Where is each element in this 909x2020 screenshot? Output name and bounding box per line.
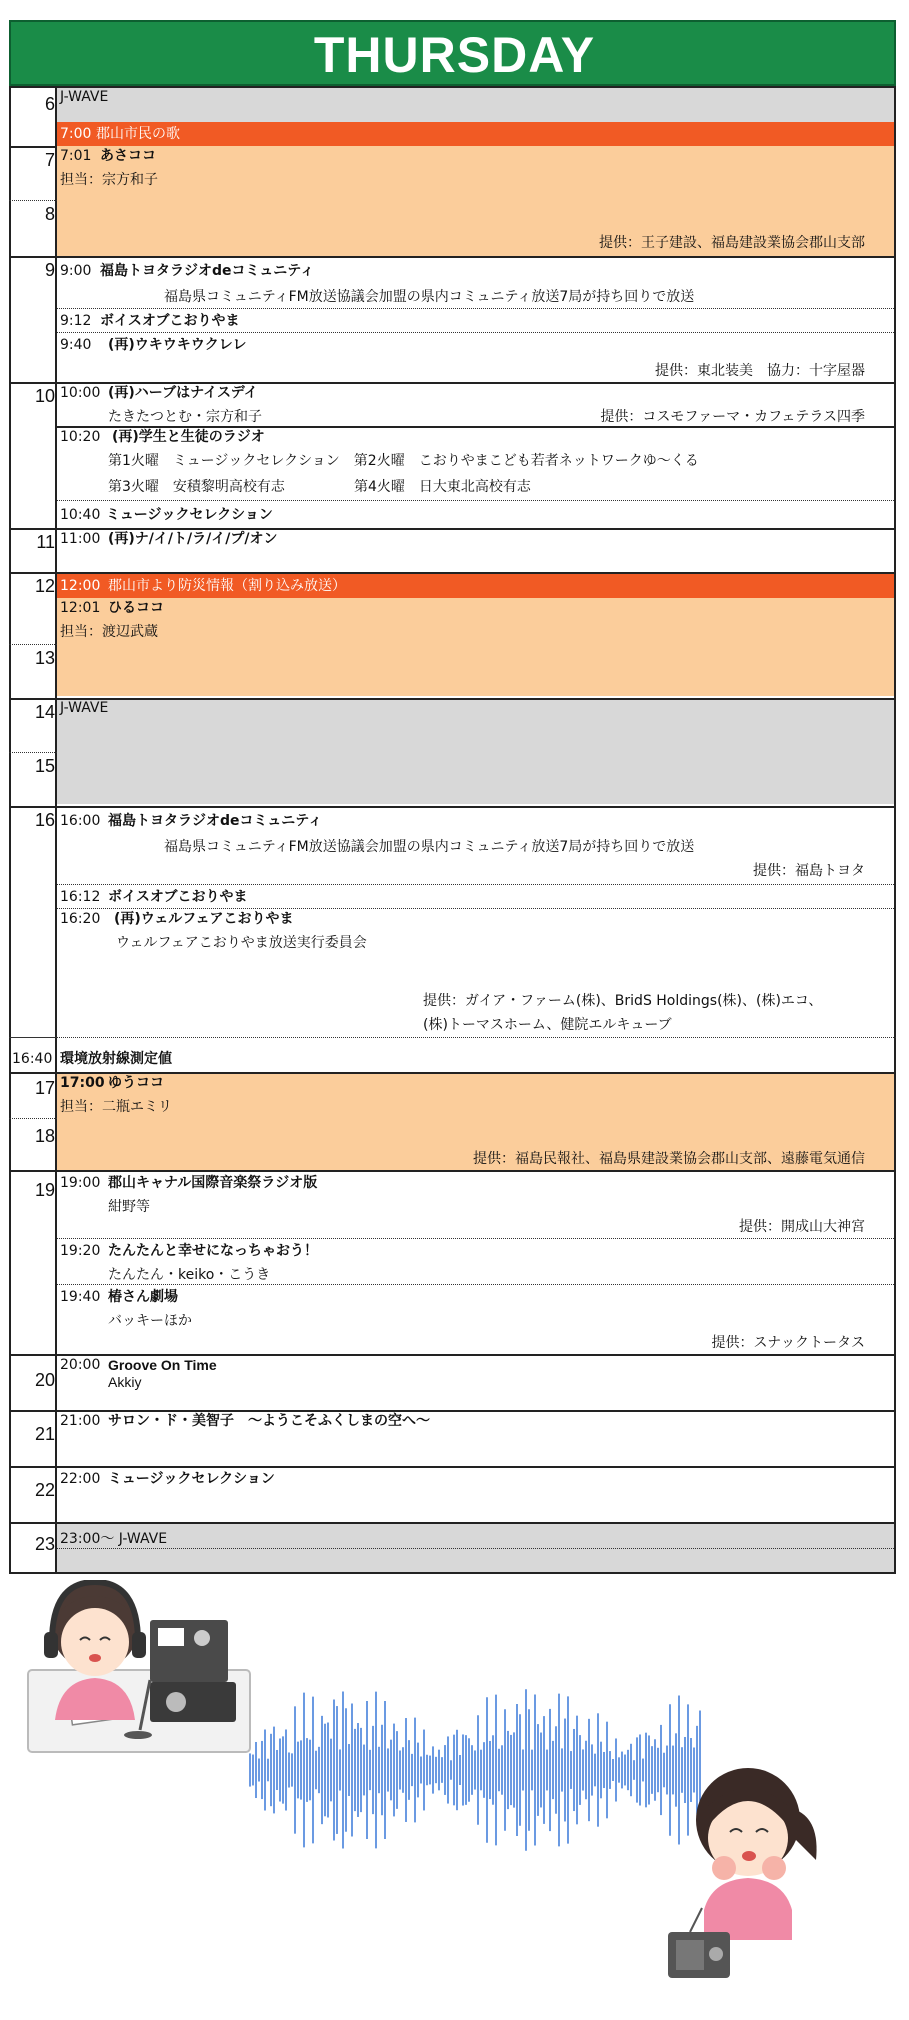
hour-label: 8 [44,204,55,224]
jwave-morning-band [57,88,894,122]
program-sponsor: 提供：ガイア・ファーム(株)、BridS Holdings(株)、(株)エコ、 [423,993,823,1009]
anthem-band [57,122,894,146]
hour-label: 21 [34,1424,55,1444]
program-title: ボイスオブこおりやま [108,889,248,905]
hour-label: 20 [34,1370,55,1390]
program-title: あさココ [100,148,156,164]
sub-divider [57,908,894,909]
program-host: バッキーほか [108,1313,192,1329]
program-title: 福島トヨタラジオdeコミュニティ [100,263,315,279]
hour-label: 17 [34,1078,55,1098]
program-title: 郡山市より防災情報（割り込み放送） [108,578,346,594]
program-title: たんたんと幸せになっちゃおう！ [108,1243,318,1259]
program-title: 環境放射線測定値 [60,1051,172,1067]
hour-divider [9,528,57,530]
program-title: ひるココ [108,600,164,616]
program-desc: 第3火曜 安積黎明高校有志 [108,479,285,495]
program-host: ウェルフェアこおりやま放送実行委員会 [116,935,367,951]
program-sponsor: 提供：開成山大神宮 [739,1219,865,1235]
program-time: 9:00 [60,263,92,279]
program-title: ゆうココ [108,1075,164,1091]
program-time: 12:01 [60,600,101,616]
hour-divider [9,256,57,258]
program-host: たんたん・keiko・こうき [108,1267,271,1283]
hour-divider [9,572,57,574]
hour-divider [9,752,57,753]
sub-divider [57,1238,894,1239]
row-divider [57,1170,894,1172]
program-title: 郡山キャナル国際音楽祭ラジオ版 [108,1175,318,1191]
program-title: ボイスオブこおりやま [100,313,240,329]
dj-illustration [28,1582,250,1752]
program-host: たきたつとむ・宗方和子 [108,409,262,425]
program-title: 郡山市民の歌 [96,126,180,142]
hour-divider [9,806,57,808]
row-divider [57,1466,894,1468]
row-divider [57,572,894,574]
program-title: 福島トヨタラジオdeコミュニティ [108,813,323,829]
program-time: 10:40 [60,507,101,523]
program-sponsor: (株)トーマスホーム、健院エルキューブ [423,1017,672,1033]
row-divider [57,1522,894,1524]
hour-divider [9,1354,57,1356]
program-host: 担当：二瓶エミリ [60,1099,172,1115]
program-title: (再)ナ/イ/ト/ラ/イ/プ/オン [108,531,278,547]
program-time: 19:00 [60,1175,101,1191]
program-host: 紺野等 [108,1199,150,1215]
program-title: J-WAVE [60,700,109,716]
program-time: 21:00 [60,1413,101,1429]
program-title: 23:00〜 J-WAVE [60,1531,168,1547]
hour-label: 7 [44,150,55,170]
hour-label: 18 [34,1126,55,1146]
sub-divider [57,332,894,333]
hour-label: 13 [34,648,55,668]
program-time: 19:20 [60,1243,101,1259]
program-host: Akkiy [108,1374,142,1390]
hour-label: 11 [36,532,55,552]
program-time: 20:00 [60,1357,101,1373]
program-time: 19:40 [60,1289,101,1305]
hour-label: 9 [44,260,55,280]
sound-wave [250,1689,700,1851]
program-title: (再)ハーブはナイスデイ [108,385,258,401]
listener-illustration [668,1768,817,1978]
hour-label: 19 [34,1180,55,1200]
program-time: 9:40 [60,337,92,353]
hour-divider [9,200,57,201]
program-time: 22:00 [60,1471,101,1487]
radio-illustration [0,1580,909,2020]
program-sponsor: 提供：コスモファーマ・カフェテラス四季 [600,409,865,425]
program-host: 担当：宗方和子 [60,172,158,188]
program-time: 17:00 [60,1075,105,1091]
program-desc: 福島県コミュニティFM放送協議会加盟の県内コミュニティ放送7局が持ち回りで放送 [164,839,695,855]
hour-divider [9,1118,57,1119]
program-title: ミュージックセレクション [106,507,273,523]
hour-divider [9,1170,57,1172]
hour-label: 6 [44,94,55,114]
sub-divider [57,884,894,885]
sub-divider [9,1037,896,1038]
program-title: Groove On Time [108,1357,217,1373]
hour-label: 23 [34,1534,55,1554]
hour-divider [9,644,57,645]
program-host: 担当：渡辺武蔵 [60,624,158,640]
program-time: 7:00 [60,126,92,142]
sub-divider [57,500,894,501]
hour-label: 15 [34,756,55,776]
program-time: 10:00 [60,385,101,401]
program-time: 16:20 [60,911,101,927]
hour-label: 22 [34,1480,55,1500]
program-sponsor: 提供：福島民報社、福島県建設業協会郡山支部、遠藤電気通信 [473,1151,865,1167]
hour-divider [9,382,57,384]
sub-divider [57,1284,894,1285]
program-sponsor: 提供：東北装美 協力：十字屋器 [655,363,865,379]
hour-divider [9,1466,57,1468]
program-time: 12:00 [60,578,101,594]
program-desc: 第4火曜 日大東北高校有志 [354,479,531,495]
side-time: 16:40 [12,1051,53,1067]
row-divider [57,698,894,700]
program-desc: 福島県コミュニティFM放送協議会加盟の県内コミュニティ放送7局が持ち回りで放送 [164,289,695,305]
row-divider [57,806,894,808]
hour-divider [9,698,57,700]
program-sponsor: 提供：王子建設、福島建設業協会郡山支部 [599,235,865,251]
program-time: 16:12 [60,889,101,905]
hirucoco-band [57,598,894,696]
program-time: 16:00 [60,813,101,829]
row-divider [57,256,894,258]
day-header [9,20,896,86]
sub-divider [57,1548,894,1549]
program-title: (再)学生と生徒のラジオ [112,429,265,445]
program-title: サロン・ド・美智子 〜ようこそふくしまの空へ〜 [108,1413,430,1429]
sub-divider [57,308,894,309]
program-title: ミュージックセレクション [108,1471,275,1487]
program-title: 椿さん劇場 [108,1289,178,1305]
program-time: 7:01 [60,148,92,164]
hour-divider [9,1410,57,1412]
hour-label: 10 [34,386,55,406]
hour-divider [9,1522,57,1524]
hour-divider [9,146,57,148]
jwave-afternoon-band [57,698,894,804]
hour-label: 14 [34,702,55,722]
hour-label: 16 [34,810,55,830]
hour-label: 12 [34,576,55,596]
program-title: J-WAVE [60,89,109,105]
program-desc: 第1火曜 ミュージックセレクション 第2火曜 こおりやまこども若者ネットワークゆ〜くる [108,453,699,469]
program-sponsor: 提供：スナックトータス [711,1335,865,1351]
program-time: 9:12 [60,313,92,329]
program-time: 10:20 [60,429,101,445]
program-title: (再)ウキウキウクレレ [108,337,247,353]
day-title: THURSDAY [313,27,596,83]
program-sponsor: 提供：福島トヨタ [753,863,865,879]
program-title: (再)ウェルフェアこおりやま [114,911,294,927]
program-time: 11:00 [60,531,101,547]
